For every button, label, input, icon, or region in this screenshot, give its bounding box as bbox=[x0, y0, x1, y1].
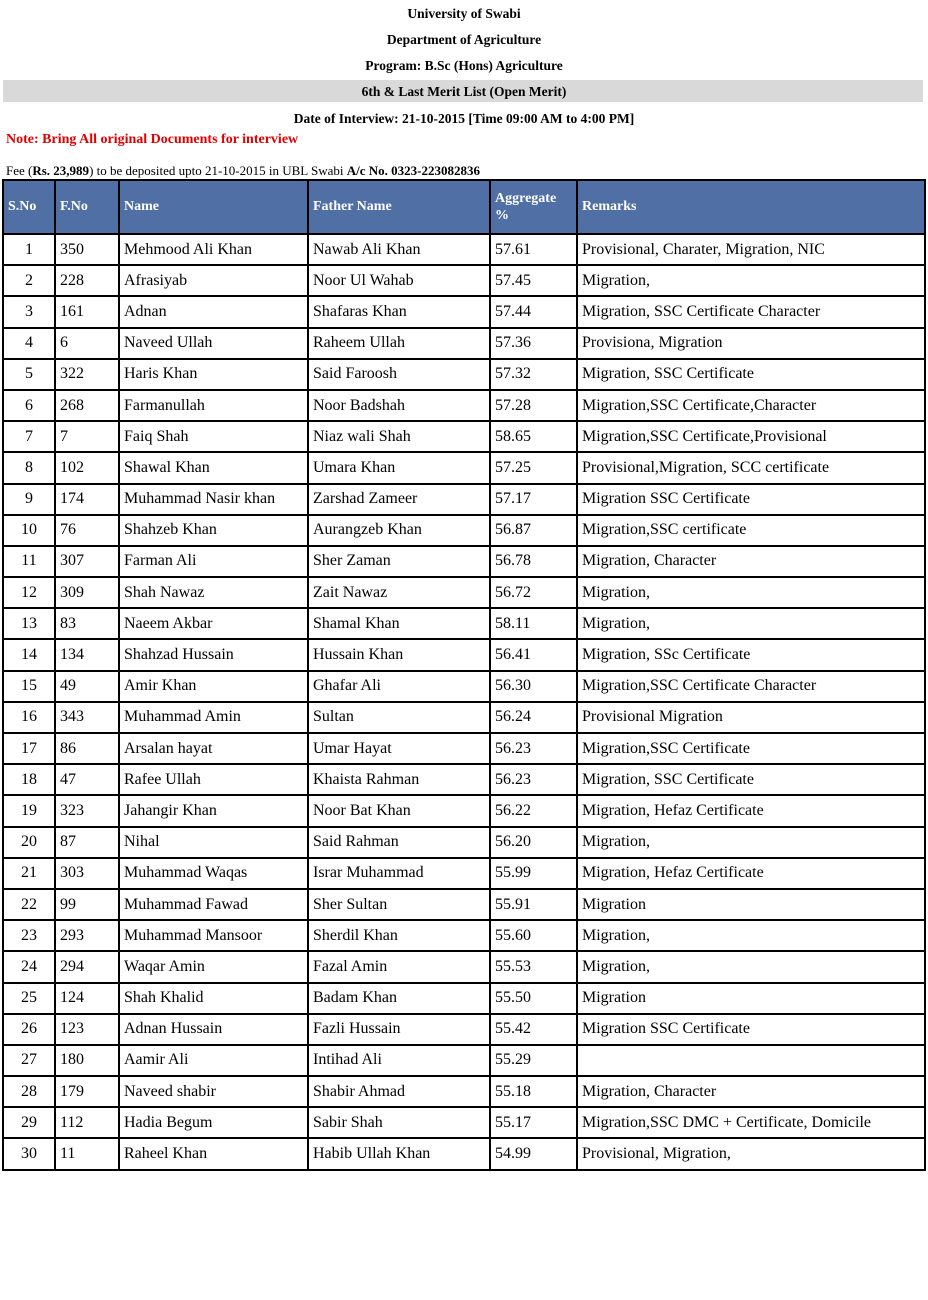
cell-aggregate: 55.29 bbox=[490, 1045, 577, 1076]
col-header-name: Name bbox=[119, 180, 308, 234]
cell-fno: 322 bbox=[55, 359, 119, 390]
cell-sno: 1 bbox=[3, 234, 55, 265]
cell-name: Muhammad Fawad bbox=[119, 889, 308, 920]
cell-fno: 161 bbox=[55, 296, 119, 327]
cell-father-name: Sabir Shah bbox=[308, 1107, 490, 1138]
cell-name: Nihal bbox=[119, 827, 308, 858]
cell-sno: 15 bbox=[3, 671, 55, 702]
table-row bbox=[3, 983, 925, 1014]
cell-sno: 4 bbox=[3, 328, 55, 359]
table-row bbox=[3, 546, 925, 577]
cell-fno: 6 bbox=[55, 328, 119, 359]
fee-middle: ) to be deposited upto 21-10-2015 in UBL Swabi bbox=[89, 163, 347, 178]
cell-remarks: Migration, Hefaz Certificate bbox=[577, 858, 925, 889]
cell-aggregate: 58.65 bbox=[490, 421, 577, 452]
cell-fno: 228 bbox=[55, 265, 119, 296]
cell-aggregate: 55.18 bbox=[490, 1076, 577, 1107]
cell-father-name: Nawab Ali Khan bbox=[308, 234, 490, 265]
table-row bbox=[3, 608, 925, 639]
cell-father-name: Aurangzeb Khan bbox=[308, 515, 490, 546]
cell-aggregate: 55.17 bbox=[490, 1107, 577, 1138]
department-title: Department of Agriculture bbox=[386, 32, 542, 47]
table-row bbox=[3, 920, 925, 951]
cell-remarks: Migration SSC Certificate bbox=[577, 1014, 925, 1045]
cell-aggregate: 57.32 bbox=[490, 359, 577, 390]
cell-fno: 112 bbox=[55, 1107, 119, 1138]
cell-aggregate: 55.50 bbox=[490, 983, 577, 1014]
table-row bbox=[3, 1107, 925, 1138]
cell-name: Waqar Amin bbox=[119, 951, 308, 982]
cell-sno: 25 bbox=[3, 983, 55, 1014]
cell-remarks: Migration, bbox=[577, 827, 925, 858]
cell-name: Rafee Ullah bbox=[119, 764, 308, 795]
cell-remarks: Migration, Hefaz Certificate bbox=[577, 795, 925, 826]
cell-remarks: Migration SSC Certificate bbox=[577, 484, 925, 515]
cell-aggregate: 57.36 bbox=[490, 328, 577, 359]
cell-fno: 76 bbox=[55, 515, 119, 546]
cell-fno: 99 bbox=[55, 889, 119, 920]
cell-fno: 7 bbox=[55, 421, 119, 452]
cell-father-name: Sherdil Khan bbox=[308, 920, 490, 951]
cell-name: Naveed Ullah bbox=[119, 328, 308, 359]
cell-aggregate: 57.61 bbox=[490, 234, 577, 265]
cell-aggregate: 58.11 bbox=[490, 608, 577, 639]
cell-sno: 18 bbox=[3, 764, 55, 795]
cell-father-name: Niaz wali Shah bbox=[308, 421, 490, 452]
cell-sno: 17 bbox=[3, 733, 55, 764]
cell-fno: 87 bbox=[55, 827, 119, 858]
col-header-remarks: Remarks bbox=[577, 180, 925, 234]
cell-name: Mehmood Ali Khan bbox=[119, 234, 308, 265]
cell-remarks: Migration, SSc Certificate bbox=[577, 639, 925, 670]
cell-sno: 8 bbox=[3, 452, 55, 483]
cell-sno: 11 bbox=[3, 546, 55, 577]
table-row bbox=[3, 795, 925, 826]
cell-father-name: Noor Badshah bbox=[308, 390, 490, 421]
cell-father-name: Zarshad Zameer bbox=[308, 484, 490, 515]
cell-sno: 19 bbox=[3, 795, 55, 826]
cell-remarks: Provisional Migration bbox=[577, 702, 925, 733]
cell-sno: 13 bbox=[3, 608, 55, 639]
cell-father-name: Shafaras Khan bbox=[308, 296, 490, 327]
cell-aggregate: 56.24 bbox=[490, 702, 577, 733]
cell-aggregate: 56.30 bbox=[490, 671, 577, 702]
table-row bbox=[3, 733, 925, 764]
cell-aggregate: 56.41 bbox=[490, 639, 577, 670]
cell-fno: 124 bbox=[55, 983, 119, 1014]
cell-fno: 102 bbox=[55, 452, 119, 483]
cell-sno: 10 bbox=[3, 515, 55, 546]
cell-name: Shahzad Hussain bbox=[119, 639, 308, 670]
cell-fno: 294 bbox=[55, 951, 119, 982]
table-row bbox=[3, 515, 925, 546]
cell-aggregate: 56.23 bbox=[490, 764, 577, 795]
cell-aggregate: 56.20 bbox=[490, 827, 577, 858]
cell-sno: 29 bbox=[3, 1107, 55, 1138]
cell-father-name: Sher Sultan bbox=[308, 889, 490, 920]
cell-remarks bbox=[577, 1045, 925, 1076]
cell-name: Adnan bbox=[119, 296, 308, 327]
cell-aggregate: 57.45 bbox=[490, 265, 577, 296]
program-title: Program: B.Sc (Hons) Agriculture bbox=[365, 58, 563, 73]
cell-remarks: Provisional,Migration, SCC certificate bbox=[577, 452, 925, 483]
table-row bbox=[3, 328, 925, 359]
cell-fno: 11 bbox=[55, 1138, 119, 1169]
interview-date: Date of Interview: 21-10-2015 [Time 09:00 AM to 4:00 PM] bbox=[293, 111, 635, 126]
table-row bbox=[3, 265, 925, 296]
cell-father-name: Zait Nawaz bbox=[308, 577, 490, 608]
fee-amount: Rs. 23,989 bbox=[32, 163, 90, 178]
table-row bbox=[3, 1045, 925, 1076]
merit-table bbox=[2, 179, 926, 1171]
cell-father-name: Fazli Hussain bbox=[308, 1014, 490, 1045]
cell-name: Afrasiyab bbox=[119, 265, 308, 296]
cell-fno: 174 bbox=[55, 484, 119, 515]
cell-father-name: Ghafar Ali bbox=[308, 671, 490, 702]
table-row bbox=[3, 1014, 925, 1045]
cell-aggregate: 57.28 bbox=[490, 390, 577, 421]
cell-father-name: Said Rahman bbox=[308, 827, 490, 858]
table-header-row bbox=[3, 180, 925, 234]
cell-remarks: Provisional, Charater, Migration, NIC bbox=[577, 234, 925, 265]
cell-fno: 180 bbox=[55, 1045, 119, 1076]
cell-remarks: Migration bbox=[577, 983, 925, 1014]
cell-name: Aamir Ali bbox=[119, 1045, 308, 1076]
cell-aggregate: 56.87 bbox=[490, 515, 577, 546]
cell-aggregate: 56.78 bbox=[490, 546, 577, 577]
cell-sno: 28 bbox=[3, 1076, 55, 1107]
cell-fno: 86 bbox=[55, 733, 119, 764]
cell-sno: 24 bbox=[3, 951, 55, 982]
cell-father-name: Umar Hayat bbox=[308, 733, 490, 764]
cell-fno: 134 bbox=[55, 639, 119, 670]
cell-sno: 16 bbox=[3, 702, 55, 733]
cell-sno: 27 bbox=[3, 1045, 55, 1076]
cell-name: Shahzeb Khan bbox=[119, 515, 308, 546]
cell-remarks: Migration,SSC Certificate,Character bbox=[577, 390, 925, 421]
cell-fno: 47 bbox=[55, 764, 119, 795]
cell-remarks: Migration, Character bbox=[577, 1076, 925, 1107]
cell-sno: 30 bbox=[3, 1138, 55, 1169]
cell-fno: 49 bbox=[55, 671, 119, 702]
cell-father-name: Shabir Ahmad bbox=[308, 1076, 490, 1107]
cell-father-name: Intihad Ali bbox=[308, 1045, 490, 1076]
cell-aggregate: 57.17 bbox=[490, 484, 577, 515]
table-row bbox=[3, 702, 925, 733]
cell-fno: 307 bbox=[55, 546, 119, 577]
cell-remarks: Migration,SSC Certificate bbox=[577, 733, 925, 764]
cell-name: Naveed shabir bbox=[119, 1076, 308, 1107]
table-row bbox=[3, 951, 925, 982]
cell-name: Amir Khan bbox=[119, 671, 308, 702]
cell-name: Farmanullah bbox=[119, 390, 308, 421]
cell-name: Muhammad Waqas bbox=[119, 858, 308, 889]
cell-father-name: Noor Bat Khan bbox=[308, 795, 490, 826]
cell-remarks: Migration,SSC certificate bbox=[577, 515, 925, 546]
cell-name: Arsalan hayat bbox=[119, 733, 308, 764]
university-title: University of Swabi bbox=[407, 6, 521, 21]
table-row bbox=[3, 452, 925, 483]
cell-father-name: Umara Khan bbox=[308, 452, 490, 483]
table-row bbox=[3, 671, 925, 702]
table-row bbox=[3, 639, 925, 670]
cell-father-name: Shamal Khan bbox=[308, 608, 490, 639]
cell-aggregate: 55.42 bbox=[490, 1014, 577, 1045]
table-row bbox=[3, 858, 925, 889]
cell-remarks: Migration, Character bbox=[577, 546, 925, 577]
cell-remarks: Migration, bbox=[577, 920, 925, 951]
col-header-fno: F.No bbox=[55, 180, 119, 234]
cell-name: Farman Ali bbox=[119, 546, 308, 577]
cell-aggregate: 54.99 bbox=[490, 1138, 577, 1169]
cell-remarks: Migration, bbox=[577, 608, 925, 639]
cell-name: Adnan Hussain bbox=[119, 1014, 308, 1045]
cell-name: Raheel Khan bbox=[119, 1138, 308, 1169]
cell-name: Jahangir Khan bbox=[119, 795, 308, 826]
cell-remarks: Migration bbox=[577, 889, 925, 920]
cell-fno: 343 bbox=[55, 702, 119, 733]
cell-aggregate: 55.99 bbox=[490, 858, 577, 889]
cell-fno: 350 bbox=[55, 234, 119, 265]
cell-fno: 303 bbox=[55, 858, 119, 889]
table-row bbox=[3, 421, 925, 452]
table-row bbox=[3, 577, 925, 608]
cell-fno: 268 bbox=[55, 390, 119, 421]
table-row bbox=[3, 296, 925, 327]
cell-fno: 309 bbox=[55, 577, 119, 608]
fee-account: A/c No. 0323-223082836 bbox=[346, 163, 480, 178]
cell-aggregate: 55.60 bbox=[490, 920, 577, 951]
cell-remarks: Migration, SSC Certificate Character bbox=[577, 296, 925, 327]
cell-fno: 323 bbox=[55, 795, 119, 826]
cell-aggregate: 56.72 bbox=[490, 577, 577, 608]
cell-sno: 3 bbox=[3, 296, 55, 327]
table-row bbox=[3, 827, 925, 858]
fee-prefix: Fee ( bbox=[6, 163, 33, 178]
cell-remarks: Migration, SSC Certificate bbox=[577, 764, 925, 795]
cell-name: Haris Khan bbox=[119, 359, 308, 390]
fee-notice bbox=[6, 162, 480, 179]
cell-fno: 83 bbox=[55, 608, 119, 639]
merit-list-title: 6th & Last Merit List (Open Merit) bbox=[361, 84, 567, 99]
cell-name: Muhammad Mansoor bbox=[119, 920, 308, 951]
cell-sno: 9 bbox=[3, 484, 55, 515]
table-row bbox=[3, 359, 925, 390]
cell-fno: 179 bbox=[55, 1076, 119, 1107]
cell-sno: 22 bbox=[3, 889, 55, 920]
cell-remarks: Migration, bbox=[577, 265, 925, 296]
cell-remarks: Migration, bbox=[577, 577, 925, 608]
cell-remarks: Provisiona, Migration bbox=[577, 328, 925, 359]
cell-name: Faiq Shah bbox=[119, 421, 308, 452]
cell-father-name: Sultan bbox=[308, 702, 490, 733]
table-body bbox=[3, 234, 925, 1170]
cell-aggregate: 55.91 bbox=[490, 889, 577, 920]
cell-name: Shawal Khan bbox=[119, 452, 308, 483]
cell-father-name: Israr Muhammad bbox=[308, 858, 490, 889]
cell-sno: 12 bbox=[3, 577, 55, 608]
cell-sno: 20 bbox=[3, 827, 55, 858]
cell-father-name: Badam Khan bbox=[308, 983, 490, 1014]
cell-remarks: Migration, SSC Certificate bbox=[577, 359, 925, 390]
cell-father-name: Hussain Khan bbox=[308, 639, 490, 670]
cell-sno: 14 bbox=[3, 639, 55, 670]
table-row bbox=[3, 764, 925, 795]
col-header-sno: S.No bbox=[3, 180, 55, 234]
table-row bbox=[3, 1076, 925, 1107]
cell-name: Muhammad Amin bbox=[119, 702, 308, 733]
cell-remarks: Provisional, Migration, bbox=[577, 1138, 925, 1169]
col-header-aggregate: Aggregate % bbox=[490, 180, 577, 234]
cell-aggregate: 56.22 bbox=[490, 795, 577, 826]
cell-fno: 293 bbox=[55, 920, 119, 951]
interview-note: Note: Bring All original Documents for interview bbox=[6, 132, 299, 147]
cell-sno: 7 bbox=[3, 421, 55, 452]
cell-sno: 26 bbox=[3, 1014, 55, 1045]
table-row bbox=[3, 234, 925, 265]
cell-remarks: Migration,SSC Certificate,Provisional bbox=[577, 421, 925, 452]
cell-fno: 123 bbox=[55, 1014, 119, 1045]
cell-father-name: Habib Ullah Khan bbox=[308, 1138, 490, 1169]
cell-name: Muhammad Nasir khan bbox=[119, 484, 308, 515]
cell-name: Hadia Begum bbox=[119, 1107, 308, 1138]
table-row bbox=[3, 390, 925, 421]
table-row bbox=[3, 484, 925, 515]
cell-aggregate: 57.25 bbox=[490, 452, 577, 483]
cell-aggregate: 56.23 bbox=[490, 733, 577, 764]
cell-sno: 5 bbox=[3, 359, 55, 390]
cell-aggregate: 55.53 bbox=[490, 951, 577, 982]
cell-father-name: Khaista Rahman bbox=[308, 764, 490, 795]
table-row bbox=[3, 889, 925, 920]
cell-sno: 6 bbox=[3, 390, 55, 421]
cell-remarks: Migration,SSC DMC + Certificate, Domicile bbox=[577, 1107, 925, 1138]
cell-sno: 2 bbox=[3, 265, 55, 296]
cell-sno: 21 bbox=[3, 858, 55, 889]
cell-father-name: Said Faroosh bbox=[308, 359, 490, 390]
cell-name: Shah Nawaz bbox=[119, 577, 308, 608]
cell-father-name: Fazal Amin bbox=[308, 951, 490, 982]
cell-name: Naeem Akbar bbox=[119, 608, 308, 639]
cell-name: Shah Khalid bbox=[119, 983, 308, 1014]
cell-sno: 23 bbox=[3, 920, 55, 951]
cell-father-name: Raheem Ullah bbox=[308, 328, 490, 359]
cell-aggregate: 57.44 bbox=[490, 296, 577, 327]
cell-father-name: Sher Zaman bbox=[308, 546, 490, 577]
cell-remarks: Migration, bbox=[577, 951, 925, 982]
cell-father-name: Noor Ul Wahab bbox=[308, 265, 490, 296]
cell-remarks: Migration,SSC Certificate Character bbox=[577, 671, 925, 702]
col-header-father-name: Father Name bbox=[308, 180, 490, 234]
table-row bbox=[3, 1138, 925, 1169]
